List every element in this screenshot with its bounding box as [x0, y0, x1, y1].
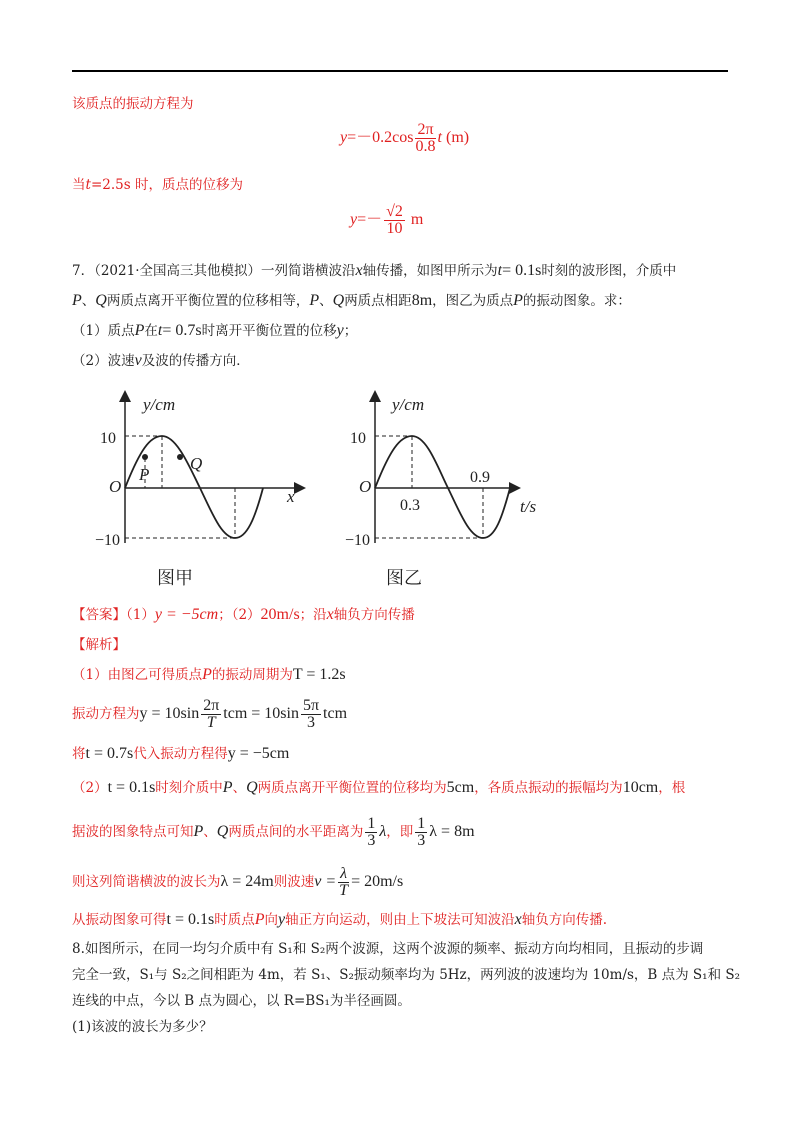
- fig-yi-tick-03: 0.3: [400, 497, 420, 514]
- p7-question-line4: （2）波速v及波的传播方向．: [72, 352, 250, 369]
- fig-yi-origin: O: [359, 477, 372, 496]
- figure-jia: [95, 388, 310, 598]
- fig-jia-label-Q: Q: [190, 454, 203, 473]
- fig-yi-tick-09: 0.9: [470, 469, 490, 486]
- p8-line2: 完全一致，S₁与 S₂之间相距为 4m，若 S₁、S₂振动频率均为 5Hz，两列波的波速均为 10m/s，B 点为 S₁和 S₂: [72, 967, 741, 983]
- p7-step5: 据波的图象特点可知P、Q两质点间的水平距离为 $\frac{1}{3}$ λ，即 $\frac{1}{3}$ λ = 8m: [72, 815, 475, 849]
- p6-equation-1: y=－0.2cos $\frac{2\pi}{0.8}$ t (m): [340, 121, 470, 155]
- fig-jia-ytick-neg: −10: [95, 532, 121, 549]
- p8-line1: 8.如图所示，在同一均匀介质中有 S₁和 S₂两个波源，这两个波源的频率、振动方向均相同，且振动的步调: [72, 941, 704, 957]
- p6-line2: 当t=2.5s 时，质点的位移为: [72, 177, 243, 193]
- p7-step6: 则这列简谐横波的波长为λ = 24m则波速v = $\frac{\lambda}{T}$ = 20m/s: [72, 865, 404, 899]
- p7-question-line1: 7．（2021·全国高三其他模拟）一列简谐横波沿x轴传播，如图甲所示为t= 0.1s时刻的波形图，介质中: [72, 262, 677, 279]
- fig-jia-caption: 图甲: [157, 568, 193, 588]
- fig-jia-ylabel: y/cm: [143, 395, 176, 414]
- p7-analysis-label: 【解析】: [72, 637, 126, 653]
- p7-step4: （2）t = 0.1s时刻介质中P、Q两质点离开平衡位置的位移均为5cm，各质点振动的振幅均为10cm，根: [72, 779, 686, 796]
- p6-line1: 该质点的振动方程为: [72, 96, 194, 112]
- fig-jia-label-P: P: [139, 465, 150, 484]
- fig-yi-ytick-neg: −10: [345, 532, 371, 549]
- fig-jia-point-P: [142, 454, 148, 460]
- p7-step3: 将t = 0.7s代入振动方程得y = −5cm: [72, 745, 290, 762]
- figure-yi: [330, 388, 560, 598]
- fig-jia-xlabel: x: [287, 487, 295, 506]
- fig-yi-ylabel: y/cm: [392, 395, 425, 414]
- fig-yi-ytick-pos: 10: [350, 430, 366, 447]
- p8-line3: 连线的中点，今以 B 点为圆心，以 R=BS₁为半径画圆。: [72, 993, 411, 1009]
- p7-step1: （1）由图乙可得质点P的振动周期为T = 1.2s: [72, 666, 346, 683]
- p7-answer: 【答案】（1）y = −5cm；（2）20m/s；沿x轴负方向传播: [72, 606, 415, 623]
- header-rule: [72, 70, 728, 72]
- p7-step2: 振动方程为y = 10sin $\frac{2\pi}{T}$ tcm = 10sin $\frac{5\pi}{3}$ tcm: [72, 697, 348, 731]
- p7-question-line2: P、Q两质点离开平衡位置的位移相等，P、Q两质点相距8m，图乙为质点P的振动图象。求：: [72, 292, 631, 309]
- fig-jia-wave: [125, 436, 263, 538]
- p7-question-line3: （1）质点P在t= 0.7s时离开平衡位置的位移y；: [72, 322, 358, 339]
- fig-jia-ytick-pos: 10: [100, 430, 116, 447]
- p8-line4: (1)该波的波长为多少？: [72, 1019, 213, 1035]
- fig-jia-point-Q: [177, 454, 183, 460]
- fig-yi-caption: 图乙: [386, 568, 422, 588]
- p7-step7: 从振动图象可得t = 0.1s时质点P向y轴正方向运动，则由上下坡法可知波沿x轴负方向传播.: [72, 911, 607, 928]
- fig-yi-wave: [375, 436, 510, 538]
- p6-equation-2: y=－ $\frac{√2}{10}$ m: [350, 203, 424, 237]
- fig-yi-xlabel: t/s: [520, 497, 537, 516]
- fig-jia-origin: O: [109, 477, 122, 496]
